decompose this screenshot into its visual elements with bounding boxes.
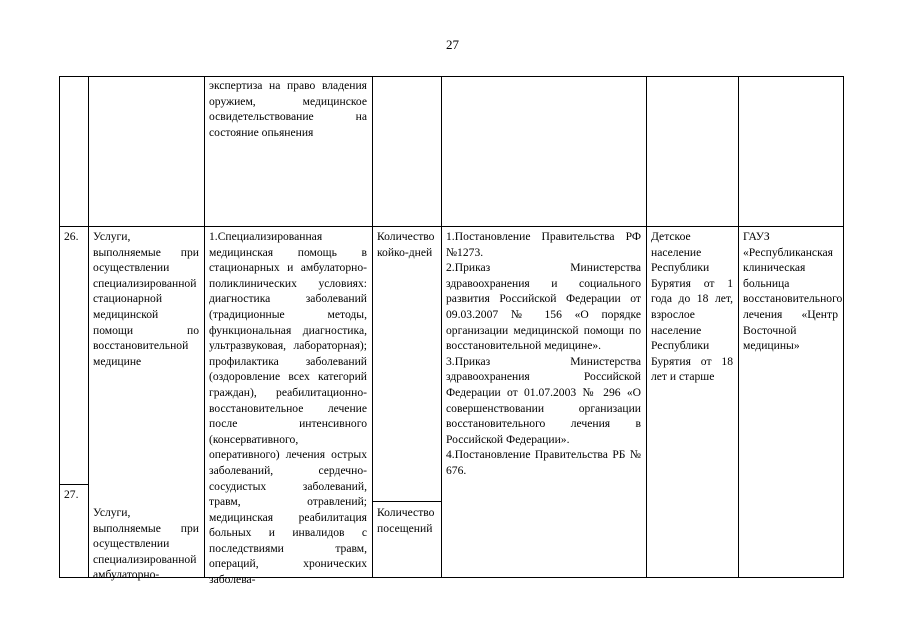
row26-consumers-text: Детское население Республики Бурятия от 1 года до 18 лет, взрослое население Республики Бурятия от 18 лет и старше bbox=[651, 230, 733, 384]
doc-item: 1.Постановление Правительства РФ №1273. bbox=[446, 230, 641, 259]
row26-conditions-cell bbox=[209, 229, 367, 588]
row26-unit-text: Количество койко-дней bbox=[377, 230, 435, 259]
doc-item: 2.Приказ Министерства здравоохранения и социального развития Российской Федерации от 09.03.2007 № 156 «О порядке организации медицинской помощи по восстановительной медицине». bbox=[446, 261, 641, 353]
row26-provider-cell bbox=[743, 229, 843, 354]
row26-number: 26. bbox=[64, 230, 79, 243]
column-border bbox=[204, 76, 205, 578]
column-border bbox=[738, 76, 739, 578]
row-separator-unit bbox=[372, 501, 441, 502]
row27-service-cell bbox=[93, 505, 199, 583]
row26-service-text: Услуги, выполняемые при осуществлении специализированной стационарной медицинской помощи по восстановительной медицине bbox=[93, 230, 199, 368]
row-separator-left bbox=[59, 484, 88, 485]
row27-service-text: Услуги, выполняемые при осуществлении специализированной амбулаторно- bbox=[93, 506, 199, 582]
row27-number: 27. bbox=[64, 488, 79, 501]
row27-unit-cell bbox=[377, 505, 436, 536]
column-border bbox=[441, 76, 442, 578]
row-separator bbox=[59, 226, 844, 227]
column-border bbox=[843, 76, 844, 578]
row26-conditions-text: 1.Специализированная медицинская помощь в стационарных и амбулаторно-поликлинических условиях: диагностика заболеваний (традиционные методы, функциональная диагностика, ультразвуковая, лабораторная); профилактика заболеваний (оздоровление всех категорий граждан), реабилитационно-восстановительное лечение после интенсивного (консервативного, оперативного) лечения острых заболеваний, сердечно-сосудистых заболеваний, травм, отравлений; медицинская реабилитация больных и инвалидов с последствиями травм, операций, хронических заболева- bbox=[209, 230, 367, 587]
column-border bbox=[372, 76, 373, 578]
row26-provider-text: ГАУЗ «Республиканская клиническая больница восстановительного лечения «Центр Восточной медицины» bbox=[743, 230, 843, 353]
row27-unit-text: Количество посещений bbox=[377, 506, 435, 535]
row26-consumers-cell bbox=[651, 229, 733, 385]
page-number: 27 bbox=[446, 37, 459, 52]
cont-conditions-text: экспертиза на право владения оружием, медицинское освидетельствование на состояние опьянения bbox=[209, 79, 367, 139]
row26-docs-cell bbox=[446, 229, 641, 479]
column-border bbox=[646, 76, 647, 578]
column-border bbox=[88, 76, 89, 578]
cont-conditions-cell bbox=[209, 78, 367, 140]
column-border bbox=[59, 76, 60, 578]
row26-service-cell bbox=[93, 229, 199, 369]
table-top-border bbox=[59, 76, 844, 77]
row26-unit-cell bbox=[377, 229, 436, 260]
doc-item: 3.Приказ Министерства здравоохранения Российской Федерации от 01.07.2003 № 296 «О совершенствовании организации восстановительного лечения в Российской Федерации». bbox=[446, 354, 641, 446]
doc-item: 4.Постановление Правительства РБ № 676. bbox=[446, 448, 641, 477]
